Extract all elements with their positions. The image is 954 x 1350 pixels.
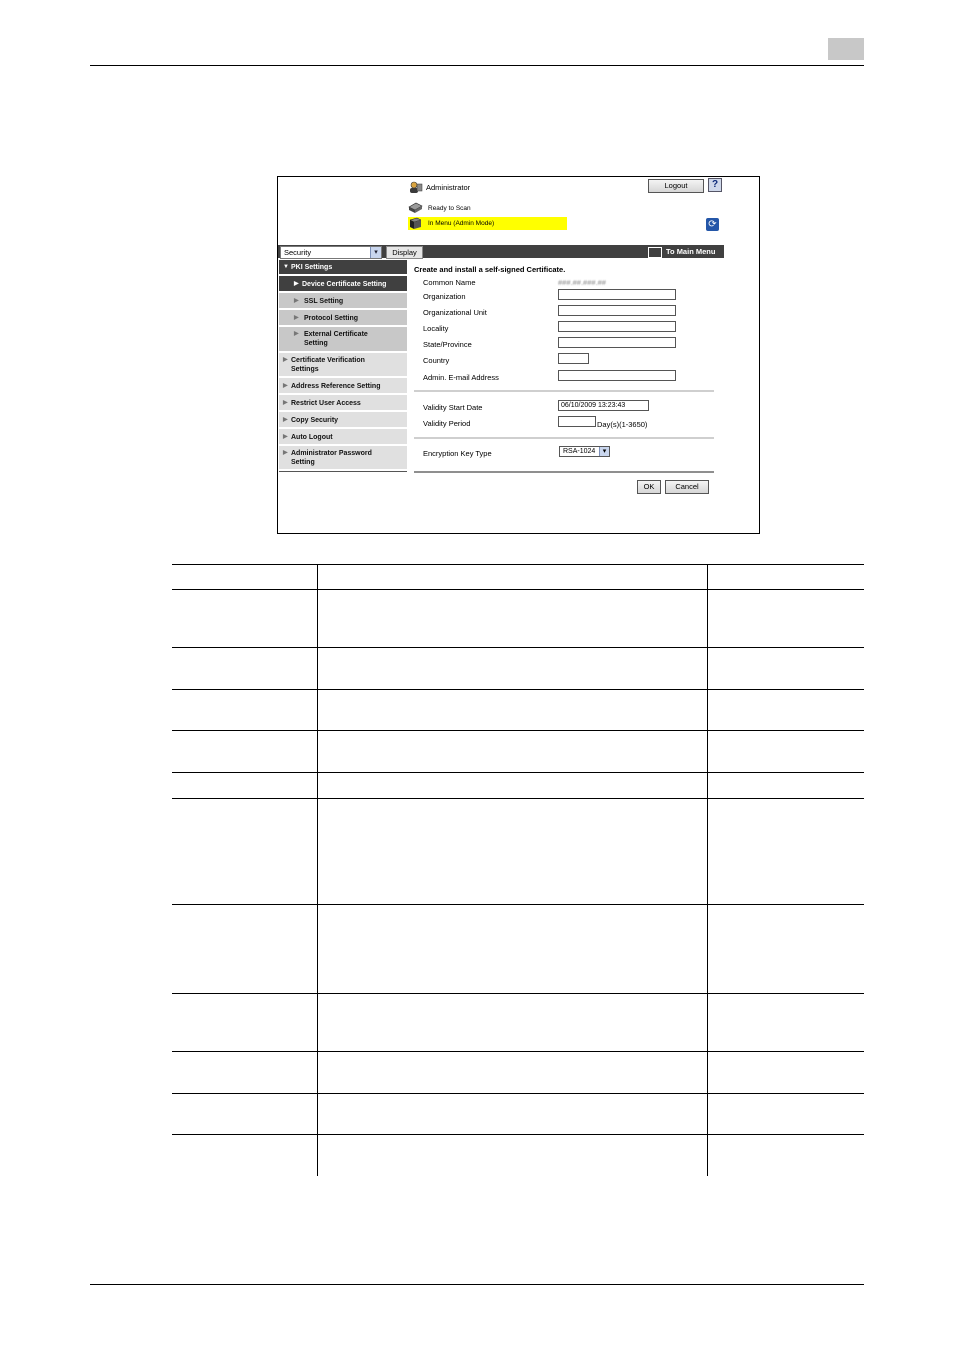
table-rule [172,1134,864,1135]
category-select[interactable] [280,246,382,259]
to-main-menu-link[interactable]: To Main Menu [666,247,716,256]
form-separator [414,437,714,439]
table-rule [172,798,864,799]
triangle-right-icon: ▶ [294,298,299,304]
sidebar-item-label: Certificate Verification Settings [291,357,365,373]
sidebar-item-copy-security[interactable] [279,412,407,428]
sidebar-item-label: External Certificate Setting [304,331,368,347]
validity-start-input[interactable]: 06/10/2009 13:23:43 [558,400,649,411]
status-admin-mode: In Menu (Admin Mode) [428,220,495,227]
table-rule [172,689,864,690]
sidebar-item-restrict-user-access[interactable] [279,395,407,411]
org-unit-label: Organizational Unit [423,308,487,317]
country-label: Country [423,356,450,365]
sidebar-item-address-reference[interactable] [279,378,407,394]
sidebar-item-device-certificate[interactable] [279,276,407,292]
table-column-rule [707,564,708,1176]
scanner-icon [408,202,423,214]
sidebar-item-label: PKI Settings [291,264,333,271]
cancel-button[interactable]: Cancel [665,480,709,494]
state-label: State/Province [423,340,472,349]
triangle-right-icon: ▶ [294,281,299,287]
email-label: Admin. E-mail Address [423,373,499,382]
triangle-right-icon: ▶ [283,450,288,456]
sidebar-item-label: Administrator Password Setting [291,450,372,466]
sidebar-item-external-certificate[interactable] [279,327,407,352]
triangle-right-icon: ▶ [283,383,288,389]
table-rule [172,1051,864,1052]
page-number-tab [828,38,864,60]
encryption-select[interactable] [559,446,610,457]
status-ready: Ready to Scan [428,205,471,212]
organization-label: Organization [423,292,466,301]
sidebar-item-label: Copy Security [291,417,339,424]
refresh-icon[interactable]: ⟳ [706,218,719,231]
validity-unit: Day(s)(1-3650) [597,420,648,429]
org-unit-input[interactable] [558,305,676,316]
form-separator [414,390,714,392]
locality-input[interactable] [558,321,676,332]
sidebar-item-protocol-setting[interactable] [279,310,407,326]
chevron-down-icon: ▾ [370,247,381,258]
table-column-rule [317,564,318,1176]
triangle-right-icon: ▶ [294,315,299,321]
header-rule [90,65,864,66]
form-title: Create and install a self-signed Certificate. [414,265,566,274]
encryption-value: RSA-1024 [563,448,596,455]
ok-button[interactable]: OK [637,480,661,494]
sidebar-item-label: Address Reference Setting [291,383,381,390]
triangle-right-icon: ▶ [283,434,288,440]
table-rule [172,564,864,565]
table-rule [172,993,864,994]
state-input[interactable] [558,337,676,348]
encryption-label: Encryption Key Type [423,449,492,458]
country-input[interactable] [558,353,589,364]
chevron-down-icon: ▾ [599,447,609,456]
validity-period-input[interactable] [558,416,596,427]
category-select-value: Security [284,248,312,257]
display-button[interactable]: Display [386,246,423,259]
sidebar-item-certificate-verification[interactable] [279,353,407,377]
common-name-label: Common Name [423,278,476,287]
triangle-right-icon: ▶ [294,331,299,337]
sidebar-item-label: Restrict User Access [291,400,361,407]
sidebar-item-label: Protocol Setting [304,315,359,322]
sidebar-bottom-rule [279,471,407,472]
table-rule [172,589,864,590]
organization-input[interactable] [558,289,676,300]
validity-start-label: Validity Start Date [423,403,483,412]
administrator-icon [409,181,423,193]
table-rule [172,730,864,731]
sidebar-item-admin-password[interactable] [279,446,407,470]
sidebar-item-ssl-setting[interactable] [279,293,407,309]
validity-period-label: Validity Period [423,419,471,428]
table-rule [172,1093,864,1094]
sidebar-item-auto-logout[interactable] [279,429,407,445]
table-rule [172,647,864,648]
sidebar-item-label: Auto Logout [291,434,333,441]
triangle-right-icon: ▶ [283,400,288,406]
help-icon[interactable]: ? [708,178,722,192]
user-label: Administrator [426,183,471,192]
triangle-down-icon: ▼ [283,264,289,270]
table-rule [172,772,864,773]
screenshot-figure [277,176,760,534]
locality-label: Locality [423,324,449,333]
triangle-right-icon: ▶ [283,357,288,363]
footer-rule [90,1284,864,1285]
email-input[interactable] [558,370,676,381]
machine-icon [408,217,423,229]
triangle-right-icon: ▶ [283,417,288,423]
common-name-value: ###.##.###.## [558,278,606,287]
main-menu-icon [648,247,662,258]
logout-button[interactable]: Logout [648,179,704,193]
form-separator [414,471,714,473]
sidebar-item-label: Device Certificate Setting [302,281,387,288]
table-rule [172,904,864,905]
sidebar-item-pki-settings[interactable] [279,260,407,275]
sidebar-item-label: SSL Setting [304,298,344,305]
